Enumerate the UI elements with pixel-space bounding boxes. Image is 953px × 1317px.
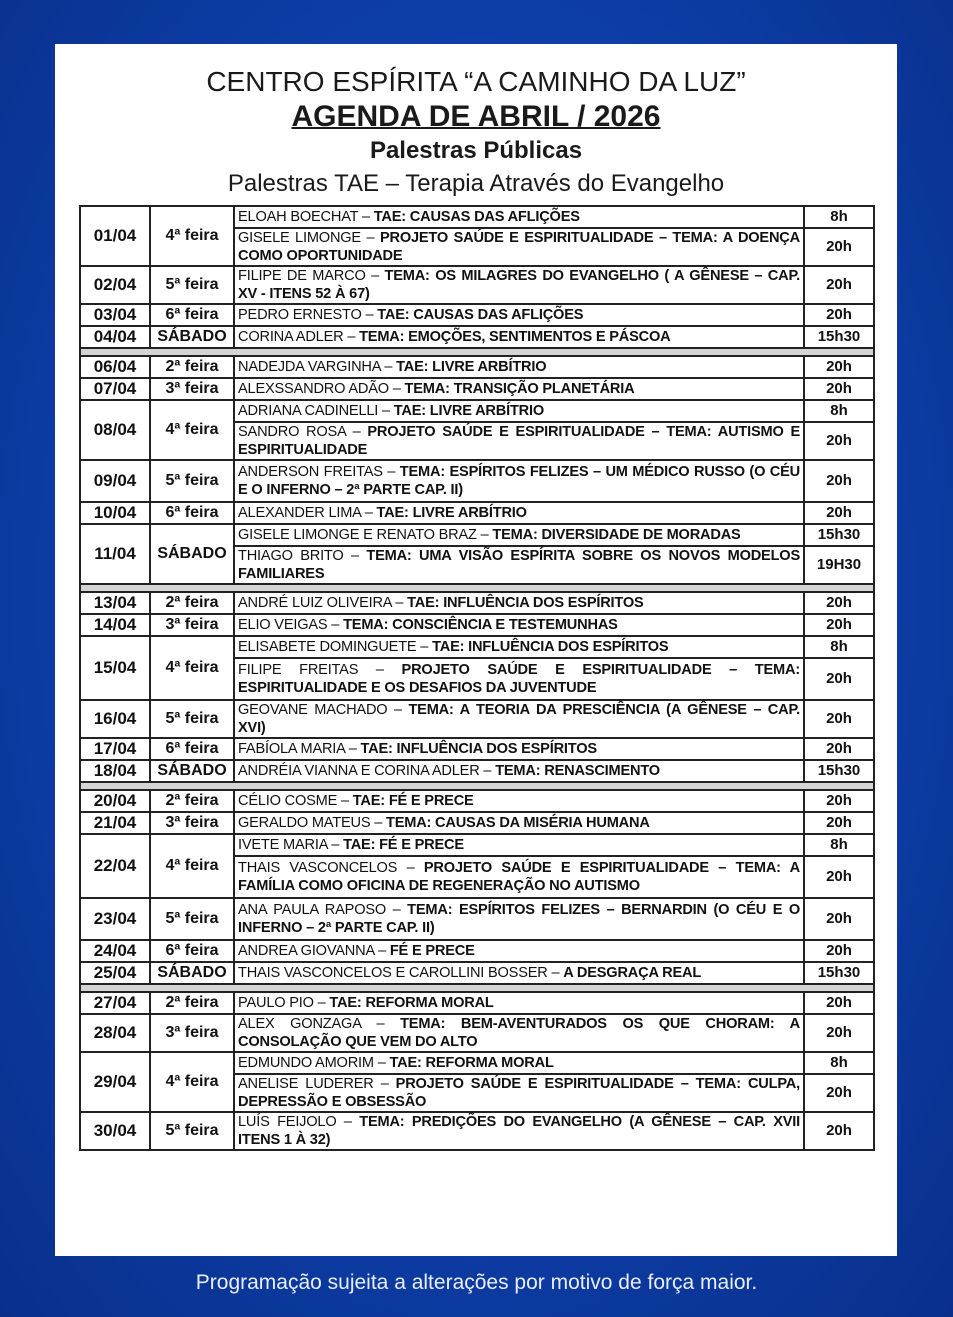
speaker-name: FABÍOLA MARIA – [238,741,361,757]
weekday-cell: 6ª feira [150,502,234,524]
time-cell: 20h [804,812,874,834]
week-separator-cell [80,782,874,790]
table-row [80,266,874,304]
lecture-topic: TEMA: PREDIÇÕES DO EVANGELHO (A GÊNESE – CAP. XVII ITENS 1 À 32) [238,1114,800,1148]
time-cell: 15h30 [804,326,874,348]
table-row [80,1112,874,1150]
date-cell: 30/04 [80,1112,150,1150]
time-cell: 15h30 [804,524,874,546]
event-description-cell [234,304,804,326]
table-row [80,502,874,524]
weekday-cell: 3ª feira [150,1014,234,1052]
weekday-cell: 6ª feira [150,304,234,326]
table-row [80,962,874,984]
event-description-cell [234,962,804,984]
time-cell: 19H30 [804,546,874,584]
table-row [80,940,874,962]
weekday-cell: 4ª feira [150,400,234,460]
agenda-title-text: AGENDA DE ABRIL / 2026 [291,100,661,133]
table-row [80,326,874,348]
weekday-cell: SÁBADO [150,524,234,584]
event-description-cell [234,460,804,502]
event-description-cell [234,1052,804,1074]
lecture-topic: PROJETO SAÚDE E ESPIRITUALIDADE – TEMA: A FAMÍLIA COMO OFICINA DE REGENERAÇÃO NO AUTISMO [238,860,801,894]
week-separator [80,348,874,356]
speaker-name: ELISABETE DOMINGUETE – [238,639,433,655]
lecture-topic: TEMA: OS MILAGRES DO EVANGELHO ( A GÊNESE – CAP. XV - ITENS 52 À 67) [238,268,800,302]
event-description-cell [234,700,804,738]
weekday-cell: 3ª feira [150,378,234,400]
table-row [80,400,874,422]
weekday-cell: 2ª feira [150,592,234,614]
event-description-cell [234,266,804,304]
event-description-cell [234,898,804,940]
time-cell: 20h [804,228,874,266]
table-row [80,898,874,940]
speaker-name: GERALDO MATEUS – [238,815,386,831]
lecture-topic: TAE: LIVRE ARBÍTRIO [396,359,547,375]
event-description-cell [234,326,804,348]
week-separator [80,782,874,790]
date-cell: 11/04 [80,524,150,584]
time-cell: 20h [804,1112,874,1150]
time-cell: 8h [804,206,874,228]
event-description-cell [234,378,804,400]
lecture-topic: TEMA: TRANSIÇÃO PLANETÁRIA [404,381,635,397]
date-cell: 07/04 [80,378,150,400]
event-description-cell [234,592,804,614]
time-cell: 20h [804,790,874,812]
table-row [80,636,874,658]
speaker-name: PAULO PIO – [238,995,330,1011]
time-cell: 20h [804,658,874,700]
weekday-cell: 4ª feira [150,206,234,266]
date-cell: 17/04 [80,738,150,760]
date-cell: 27/04 [80,992,150,1014]
event-description-cell [234,228,804,266]
lecture-topic: TAE: REFORMA MORAL [389,1055,554,1071]
table-row [80,206,874,228]
agenda-title [55,100,897,134]
table-row [80,524,874,546]
lecture-topic: TEMA: EMOÇÕES, SENTIMENTOS E PÁSCOA [359,329,671,345]
table-row [80,592,874,614]
date-cell: 21/04 [80,812,150,834]
speaker-name: ANDERSON FREITAS – [238,464,400,480]
weekday-cell: SÁBADO [150,326,234,348]
weekday-cell: 4ª feira [150,1052,234,1112]
date-cell: 08/04 [80,400,150,460]
lecture-topic: TAE: INFLUÊNCIA DOS ESPÍRITOS [432,639,669,655]
lecture-topic: TAE: CAUSAS DAS AFLIÇÕES [373,209,580,225]
week-separator [80,584,874,592]
event-description-cell [234,502,804,524]
weekday-cell: 6ª feira [150,940,234,962]
date-cell: 29/04 [80,1052,150,1112]
date-cell: 06/04 [80,356,150,378]
speaker-name: SANDRO ROSA – [238,424,368,440]
lecture-topic: TAE: LIVRE ARBÍTRIO [393,403,545,419]
time-cell: 20h [804,1014,874,1052]
speaker-name: ELIO VEIGAS – [238,617,344,633]
week-separator-cell [80,584,874,592]
speaker-name: CÉLIO COSME – [238,793,353,809]
time-cell: 20h [804,898,874,940]
weekday-cell: 5ª feira [150,700,234,738]
speaker-name: THAIS VASCONCELOS – [238,860,424,876]
lecture-topic: PROJETO SAÚDE E ESPIRITUALIDADE – TEMA: AUTISMO E ESPIRITUALIDADE [238,424,800,458]
table-row [80,700,874,738]
lecture-topic: TEMA: BEM-AVENTURADOS OS QUE CHORAM: A CONSOLAÇÃO QUE VEM DO ALTO [238,1016,800,1050]
date-cell: 25/04 [80,962,150,984]
time-cell: 20h [804,856,874,898]
speaker-name: ANDRÉ LUIZ OLIVEIRA – [238,595,408,611]
date-cell: 03/04 [80,304,150,326]
speaker-name: IVETE MARIA – [238,837,344,853]
schedule-body [80,206,874,1150]
time-cell: 20h [804,266,874,304]
date-cell: 24/04 [80,940,150,962]
lecture-topic: A DESGRAÇA REAL [563,965,702,981]
date-cell: 22/04 [80,834,150,898]
speaker-name: THAIS VASCONCELOS E CAROLLINI BOSSER – [238,965,564,981]
table-row [80,304,874,326]
time-cell: 15h30 [804,962,874,984]
week-separator-cell [80,348,874,356]
event-description-cell [234,812,804,834]
weekday-cell: 4ª feira [150,834,234,898]
lecture-topic: TEMA: CAUSAS DA MISÉRIA HUMANA [385,815,650,831]
lecture-topic: TEMA: DIVERSIDADE DE MORADAS [492,527,741,543]
date-cell: 28/04 [80,1014,150,1052]
table-row [80,834,874,856]
speaker-name: FILIPE FREITAS – [238,662,402,678]
lecture-topic: TAE: REFORMA MORAL [329,995,494,1011]
time-cell: 15h30 [804,760,874,782]
time-cell: 8h [804,400,874,422]
date-cell: 04/04 [80,326,150,348]
time-cell: 8h [804,636,874,658]
event-description-cell [234,422,804,460]
table-row [80,812,874,834]
table-row [80,378,874,400]
lecture-topic: TEMA: ESPÍRITOS FELIZES – BERNARDIN (O CÉU E O INFERNO – 2ª PARTE CAP. II) [238,902,800,936]
time-cell: 20h [804,378,874,400]
event-description-cell [234,614,804,636]
weekday-cell: 5ª feira [150,266,234,304]
event-description-cell [234,790,804,812]
time-cell: 20h [804,738,874,760]
time-cell: 20h [804,614,874,636]
event-description-cell [234,658,804,700]
event-description-cell [234,546,804,584]
speaker-name: FILIPE DE MARCO – [238,268,385,284]
event-description-cell [234,1112,804,1150]
week-separator-cell [80,984,874,992]
speaker-name: ALEXANDER LIMA – [238,505,377,521]
weekday-cell: 2ª feira [150,790,234,812]
event-description-cell [234,834,804,856]
event-description-cell [234,738,804,760]
footnote: Programação sujeita a alterações por motivo de força maior. [195,1271,758,1294]
lecture-topic: PROJETO SAÚDE E ESPIRITUALIDADE – TEMA: A DOENÇA COMO OPORTUNIDADE [238,230,800,264]
lecture-topic: TEMA: RENASCIMENTO [495,763,660,779]
lecture-topic: TAE: FÉ E PRECE [352,793,474,809]
organization-title: CENTRO ESPÍRITA “A CAMINHO DA LUZ” [206,66,746,97]
speaker-name: ANELISE LUDERER – [238,1076,396,1092]
weekday-cell: SÁBADO [150,760,234,782]
lecture-topic: PROJETO SAÚDE E ESPIRITUALIDADE – TEMA: CULPA, DEPRESSÃO E OBSESSÃO [238,1076,800,1110]
event-description-cell [234,400,804,422]
speaker-name: GISELE LIMONGE – [238,230,380,246]
date-cell: 10/04 [80,502,150,524]
subtitle-public-lectures: Palestras Públicas [369,137,583,164]
event-description-cell [234,856,804,898]
table-row [80,356,874,378]
weekday-cell: 2ª feira [150,992,234,1014]
weekday-cell: 3ª feira [150,812,234,834]
speaker-name: ELOAH BOECHAT – [238,209,374,225]
speaker-name: ANDRÉIA VIANNA E CORINA ADLER – [238,763,496,779]
speaker-name: GISELE LIMONGE E RENATO BRAZ – [238,527,493,543]
weekday-cell: 2ª feira [150,356,234,378]
date-cell: 14/04 [80,614,150,636]
speaker-name: ANDREA GIOVANNA – [238,943,390,959]
date-cell: 23/04 [80,898,150,940]
event-description-cell [234,992,804,1014]
event-description-cell [234,356,804,378]
speaker-name: EDMUNDO AMORIM – [238,1055,390,1071]
weekday-cell: 5ª feira [150,1112,234,1150]
lecture-topic: TEMA: UMA VISÃO ESPÍRITA SOBRE OS NOVOS MODELOS FAMILIARES [238,548,800,582]
weekday-cell: 4ª feira [150,636,234,700]
schedule-table [79,205,875,1151]
table-row [80,992,874,1014]
time-cell: 20h [804,940,874,962]
date-cell: 15/04 [80,636,150,700]
table-row [80,790,874,812]
lecture-topic: TAE: LIVRE ARBÍTRIO [376,505,527,521]
event-description-cell [234,1074,804,1112]
speaker-name: PEDRO ERNESTO – [238,307,378,323]
table-row [80,760,874,782]
speaker-name: ANA PAULA RAPOSO – [238,902,408,918]
event-description-cell [234,940,804,962]
speaker-name: THIAGO BRITO – [238,548,367,564]
event-description-cell [234,524,804,546]
subtitle-tae-lectures: Palestras TAE – Terapia Através do Evangelho [227,170,725,197]
lecture-topic: TAE: INFLUÊNCIA DOS ESPÍRITOS [360,741,597,757]
date-cell: 13/04 [80,592,150,614]
speaker-name: ALEX GONZAGA – [238,1016,401,1032]
speaker-name: LUÍS FEIJOLO – [238,1114,360,1130]
date-cell: 02/04 [80,266,150,304]
event-description-cell [234,1014,804,1052]
table-row [80,1052,874,1074]
time-cell: 20h [804,1074,874,1112]
speaker-name: NADEJDA VARGINHA – [238,359,397,375]
weekday-cell: 5ª feira [150,460,234,502]
lecture-topic: TEMA: A TEORIA DA PRESCIÊNCIA (A GÊNESE – CAP. XVI) [238,702,800,736]
weekday-cell: 3ª feira [150,614,234,636]
week-separator [80,984,874,992]
lecture-topic: TAE: CAUSAS DAS AFLIÇÕES [377,307,584,323]
date-cell: 09/04 [80,460,150,502]
speaker-name: GEOVANE MACHADO – [238,702,409,718]
lecture-topic: TAE: INFLUÊNCIA DOS ESPÍRITOS [407,595,644,611]
weekday-cell: SÁBADO [150,962,234,984]
time-cell: 20h [804,502,874,524]
time-cell: 8h [804,834,874,856]
event-description-cell [234,206,804,228]
lecture-topic: TEMA: ESPÍRITOS FELIZES – UM MÉDICO RUSSO (O CÉU E O INFERNO – 2ª PARTE CAP. II) [238,464,800,498]
event-description-cell [234,636,804,658]
table-row [80,614,874,636]
lecture-topic: TAE: FÉ E PRECE [343,837,464,853]
time-cell: 20h [804,422,874,460]
weekday-cell: 5ª feira [150,898,234,940]
lecture-topic: PROJETO SAÚDE E ESPIRITUALIDADE – TEMA: ESPIRITUALIDADE E OS DESAFIOS DA JUVENTUDE [238,662,800,696]
time-cell: 8h [804,1052,874,1074]
time-cell: 20h [804,304,874,326]
date-cell: 18/04 [80,760,150,782]
speaker-name: CORINA ADLER – [238,329,360,345]
date-cell: 01/04 [80,206,150,266]
table-row [80,738,874,760]
time-cell: 20h [804,592,874,614]
time-cell: 20h [804,356,874,378]
speaker-name: ADRIANA CADINELLI – [238,403,394,419]
speaker-name: ALEXSSANDRO ADÃO – [238,381,405,397]
agenda-document [55,44,897,1256]
time-cell: 20h [804,460,874,502]
lecture-topic: TEMA: CONSCIÊNCIA E TESTEMUNHAS [343,617,618,633]
time-cell: 20h [804,700,874,738]
lecture-topic: FÉ E PRECE [389,943,475,959]
time-cell: 20h [804,992,874,1014]
weekday-cell: 6ª feira [150,738,234,760]
date-cell: 16/04 [80,700,150,738]
date-cell: 20/04 [80,790,150,812]
table-row [80,1014,874,1052]
event-description-cell [234,760,804,782]
table-row [80,460,874,502]
